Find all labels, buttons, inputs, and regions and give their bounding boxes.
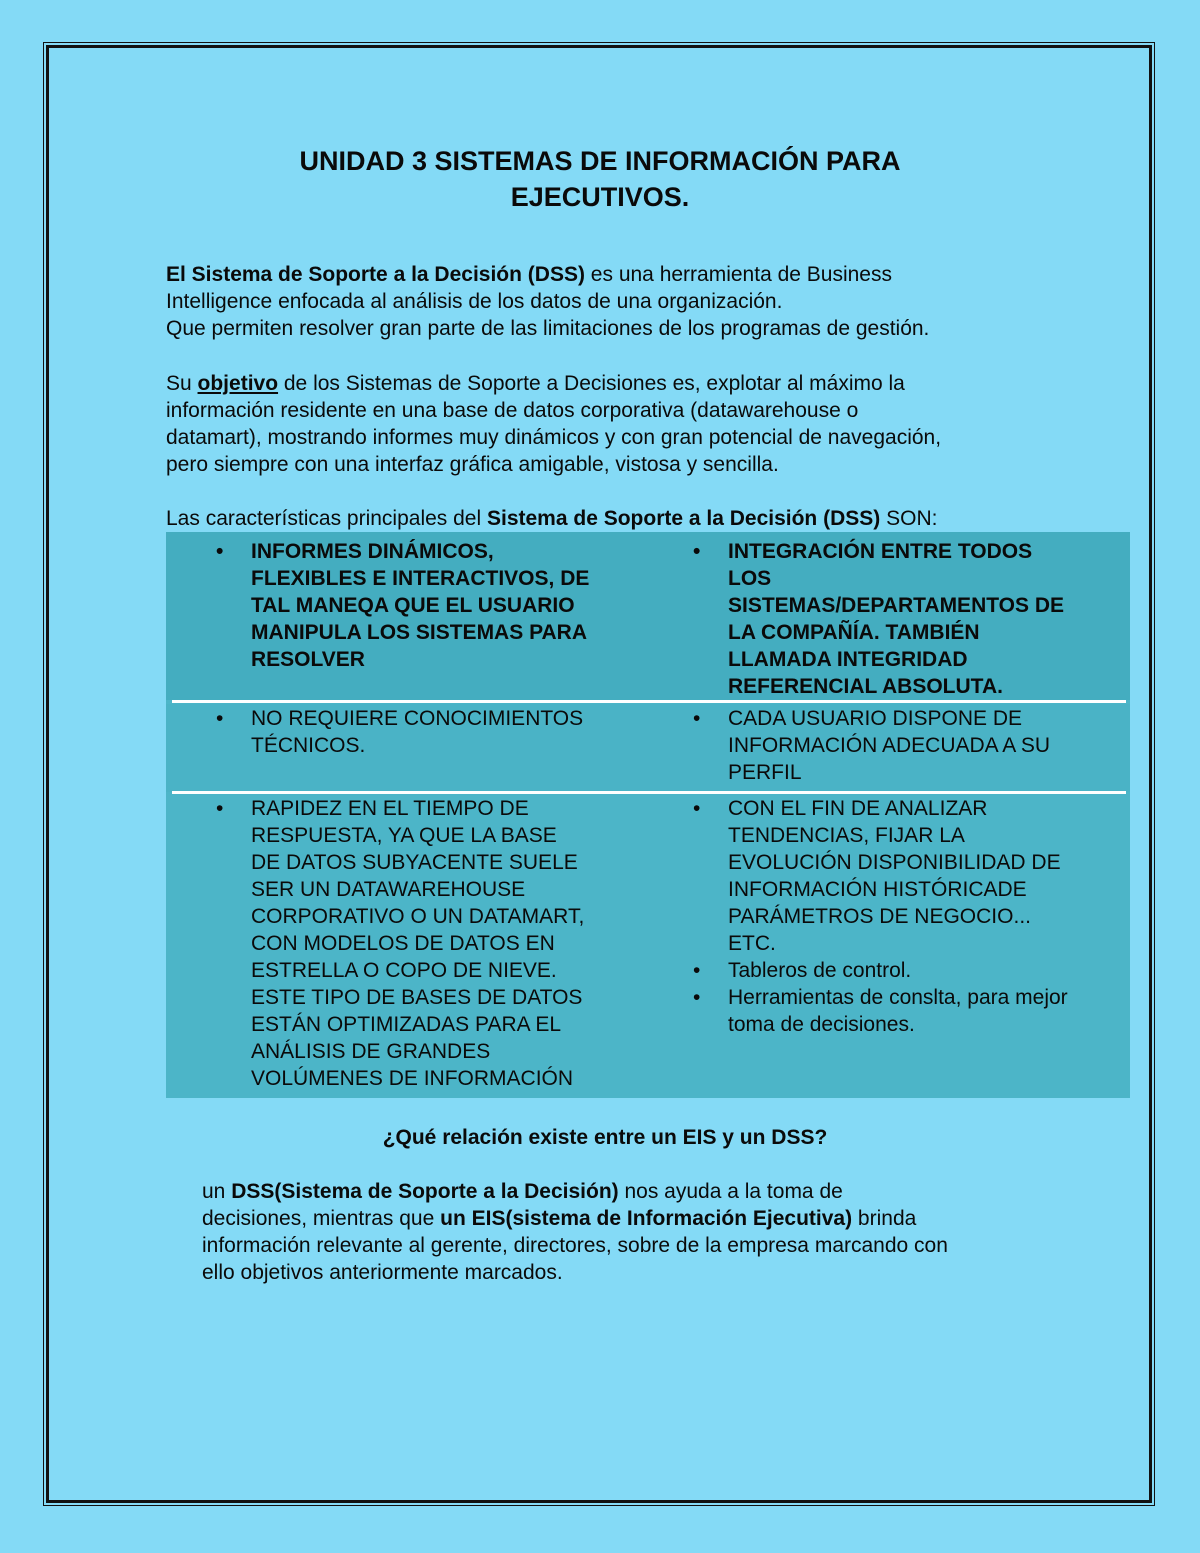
list-item	[166, 705, 646, 759]
answer-line-4: ello objetivos anteriormente marcados.	[202, 1261, 563, 1284]
text-line: MANIPULA LOS SISTEMAS PARA	[251, 621, 588, 644]
text-line: ANÁLISIS DE GRANDES	[251, 1040, 491, 1063]
intro-paragraph	[166, 261, 1066, 342]
list-item	[643, 984, 1130, 1038]
text-line: CORPORATIVO O UN DATAMART,	[251, 905, 585, 928]
bullet: •	[693, 540, 701, 563]
intro-bold: El Sistema de Soporte a la Decisión (DSS)	[166, 263, 585, 286]
title-line-1: UNIDAD 3 SISTEMAS DE INFORMACIÓN PARA	[299, 146, 901, 176]
text-line: LOS	[728, 567, 772, 590]
text-line: CON MODELOS DE DATOS EN	[251, 932, 555, 955]
text-line: ESTÁN OPTIMIZADAS PARA EL	[251, 1013, 562, 1036]
text-line: RESPUESTA, YA QUE LA BASE	[251, 824, 557, 847]
answer-text: un	[202, 1180, 232, 1203]
answer-line-3: información relevante al gerente, directores, sobre de la empresa marcando con	[202, 1234, 948, 1257]
text-line: TAL MANEQA QUE EL USUARIO	[251, 594, 575, 617]
intro-text: es una herramienta de Business	[584, 263, 892, 286]
text-line: ETC.	[728, 932, 776, 955]
list-item	[643, 795, 1130, 957]
answer-text: decisiones, mientras que	[202, 1207, 441, 1230]
list-item	[643, 957, 1130, 984]
bullet: •	[693, 797, 701, 820]
intro-line-2: Intelligence enfocada al análisis de los datos de una organización.	[166, 290, 783, 313]
text-line: RESOLVER	[251, 648, 365, 671]
bullet: •	[216, 540, 224, 563]
features-table	[166, 532, 1130, 1098]
cell-r2-right	[643, 705, 1130, 786]
list-item	[643, 705, 1130, 786]
objective-line-4: pero siempre con una interfaz gráfica amigable, vistosa y sencilla.	[166, 453, 779, 476]
cell-r2-left	[166, 705, 646, 759]
bullet: •	[693, 959, 701, 982]
text-line: NO REQUIERE CONOCIMIENTOS	[251, 707, 584, 730]
text-line: PERFIL	[728, 761, 802, 784]
text-line: REFERENCIAL ABSOLUTA.	[728, 675, 1003, 698]
cell-r1-left	[166, 538, 646, 673]
text-line: LLAMADA INTEGRIDAD	[728, 648, 968, 671]
list-item	[643, 538, 1130, 700]
answer-bold: DSS(Sistema de Soporte a la Decisión)	[231, 1180, 619, 1203]
text-line: RAPIDEZ EN EL TIEMPO DE	[251, 797, 529, 820]
bullet: •	[693, 707, 701, 730]
cell-r3-right	[643, 795, 1130, 1038]
objective-line-2: información residente en una base de datos corporativa (datawarehouse o	[166, 399, 859, 422]
text-line: VOLÚMENES DE INFORMACIÓN	[251, 1067, 574, 1090]
list-item	[166, 795, 646, 1092]
objective-paragraph	[166, 370, 1066, 478]
text-line: INFORMACIÓN HISTÓRICADE	[728, 878, 1027, 901]
text-line: INFORMACIÓN ADECUADA A SU	[728, 734, 1051, 757]
objective-keyword: objetivo	[197, 372, 279, 395]
answer-paragraph	[202, 1178, 1062, 1286]
text-line: DE DATOS SUBYACENTE SUELE	[251, 851, 578, 874]
features-suffix: SON:	[880, 507, 938, 530]
document-title	[0, 143, 1200, 215]
text-line: toma de decisiones.	[728, 1013, 915, 1036]
text-line: ESTE TIPO DE BASES DE DATOS	[251, 986, 583, 1009]
row-separator	[172, 791, 1126, 794]
text-line: TENDENCIAS, FIJAR LA	[728, 824, 965, 847]
intro-line-3: Que permiten resolver gran parte de las limitaciones de los programas de gestión.	[166, 317, 930, 340]
text-line: CADA USUARIO DISPONE DE	[728, 707, 1023, 730]
text-line: TÉCNICOS.	[251, 734, 366, 757]
features-intro	[166, 505, 1126, 532]
text-line: SER UN DATAWAREHOUSE	[251, 878, 526, 901]
answer-bold: un EIS(sistema de Información Ejecutiva)	[440, 1207, 853, 1230]
objective-prefix: Su	[166, 372, 198, 395]
features-bold: Sistema de Soporte a la Decisión (DSS)	[486, 507, 881, 530]
question-heading: ¿Qué relación existe entre un EIS y un DSS?	[382, 1126, 828, 1149]
features-prefix: Las características principales del	[166, 507, 487, 530]
answer-text: brinda	[852, 1207, 917, 1230]
objective-text: de los Sistemas de Soporte a Decisiones es, explotar al máximo la	[278, 372, 905, 395]
text-line: ESTRELLA O COPO DE NIEVE.	[251, 959, 557, 982]
cell-r1-right	[643, 538, 1130, 700]
answer-text: nos ayuda a la toma de	[618, 1180, 843, 1203]
text-line: SISTEMAS/DEPARTAMENTOS DE	[728, 594, 1065, 617]
objective-line-3: datamart), mostrando informes muy dinámicos y con gran potencial de navegación,	[166, 426, 942, 449]
list-item	[166, 538, 646, 673]
text-line: FLEXIBLES E INTERACTIVOS, DE	[251, 567, 590, 590]
cell-r3-left	[166, 795, 646, 1092]
text-line: EVOLUCIÓN DISPONIBILIDAD DE	[728, 851, 1061, 874]
text-line: INTEGRACIÓN ENTRE TODOS	[728, 540, 1033, 563]
bullet: •	[216, 707, 224, 730]
text-line: Tableros de control.	[728, 959, 912, 982]
bullet: •	[216, 797, 224, 820]
text-line: Herramientas de conslta, para mejor	[728, 986, 1068, 1009]
text-line: CON EL FIN DE ANALIZAR	[728, 797, 988, 820]
row-separator	[172, 700, 1126, 703]
text-line: LA COMPAÑÍA. TAMBIÉN	[728, 621, 980, 644]
text-line: INFORMES DINÁMICOS,	[251, 540, 494, 563]
text-line: PARÁMETROS DE NEGOCIO...	[728, 905, 1031, 928]
bullet: •	[693, 986, 701, 1009]
title-line-2: EJECUTIVOS.	[510, 182, 690, 212]
